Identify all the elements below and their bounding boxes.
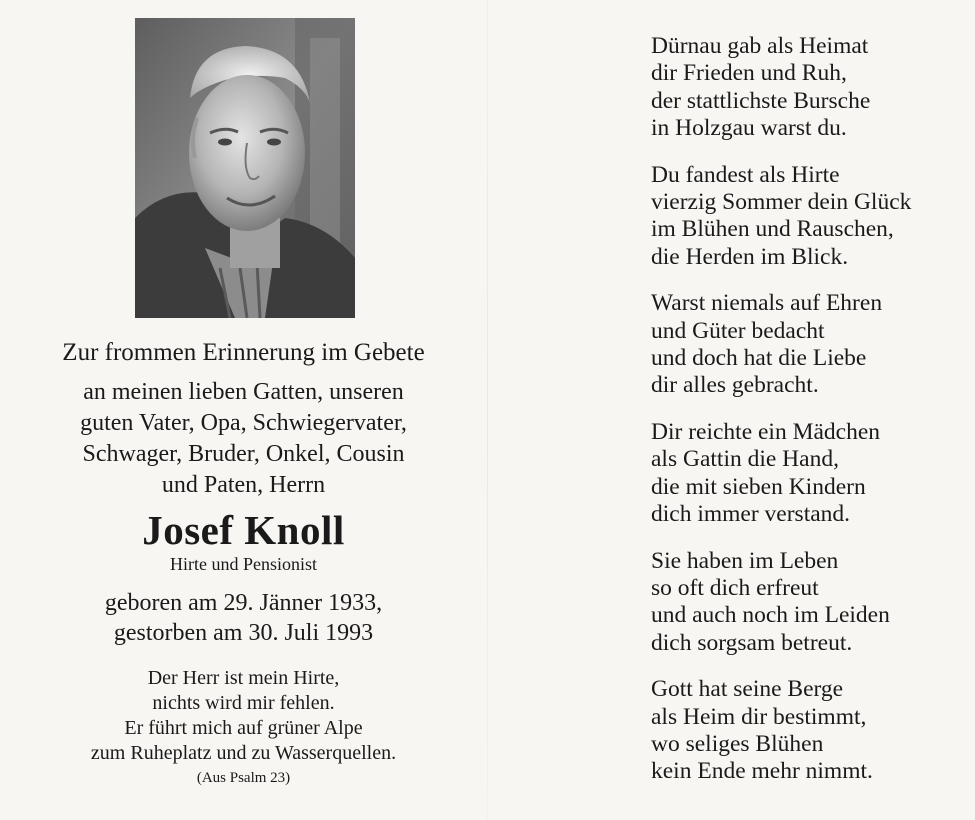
poem-line: dir Frieden und Ruh, — [651, 60, 847, 87]
left-panel — [0, 0, 487, 820]
poem-line: Dürnau gab als Heimat — [651, 33, 869, 59]
psalm-quote — [0, 666, 487, 766]
poem-line: und Güter bedacht — [651, 317, 825, 344]
portrait-photo — [135, 18, 355, 318]
poem-stanza — [651, 162, 971, 272]
dedication — [0, 377, 487, 501]
psalm-line: zum Ruheplatz und zu Wasserquellen. — [90, 742, 397, 764]
poem-line: in Holzgau warst du. — [651, 115, 847, 142]
dedication-line: und Paten, Herrn — [161, 472, 326, 498]
poem-line: kein Ende mehr nimmt. — [651, 758, 873, 785]
poem-line: Gott hat seine Berge — [651, 676, 844, 703]
poem-line: im Blühen und Rauschen, — [651, 216, 894, 243]
poem-line: als Gattin die Hand, — [651, 446, 839, 473]
poem — [651, 33, 971, 805]
poem-line: dir alles gebracht. — [651, 372, 819, 399]
psalm-line: Er führt mich auf grüner Alpe — [124, 717, 363, 739]
poem-stanza — [651, 676, 971, 786]
life-dates — [0, 588, 487, 648]
poem-line: Dir reichte ein Mädchen — [651, 418, 881, 445]
poem-line: Sie haben im Leben — [651, 547, 839, 574]
poem-line: und auch noch im Leiden — [651, 602, 890, 629]
poem-stanza — [651, 548, 971, 658]
birth-date: geboren am 29. Jänner 1933, — [104, 590, 383, 616]
intro-text: Zur frommen Erinnerung im Gebete — [62, 339, 425, 366]
poem-line: die mit sieben Kindern — [651, 473, 866, 500]
portrait-image — [135, 18, 355, 318]
poem-line: wo seliges Blühen — [651, 730, 824, 757]
poem-line: so oft dich erfreut — [651, 574, 819, 601]
death-date: gestorben am 30. Juli 1993 — [113, 620, 374, 646]
poem-stanza — [651, 290, 971, 400]
poem-line: der stattlichste Bursche — [651, 87, 871, 114]
poem-line: Du fandest als Hirte — [651, 161, 840, 188]
poem-stanza — [651, 419, 971, 529]
occupation: Hirte und Pensionist — [170, 554, 317, 574]
poem-line: dich immer verstand. — [651, 501, 851, 528]
dedication-line: Schwager, Bruder, Onkel, Cousin — [82, 441, 405, 467]
poem-stanza — [651, 33, 971, 143]
deceased-name: Josef Knoll — [142, 507, 345, 553]
dedication-line: an meinen lieben Gatten, unseren — [83, 379, 404, 405]
card-fold — [487, 0, 488, 820]
poem-line: dich sorgsam betreut. — [651, 629, 853, 656]
poem-line: als Heim dir bestimmt, — [651, 703, 867, 730]
psalm-line: Der Herr ist mein Hirte, — [147, 667, 340, 689]
poem-line: und doch hat die Liebe — [651, 345, 867, 372]
dedication-line: guten Vater, Opa, Schwiegervater, — [80, 410, 407, 436]
psalm-line: nichts wird mir fehlen. — [152, 692, 335, 714]
psalm-source: (Aus Psalm 23) — [196, 770, 291, 786]
poem-line: die Herden im Blick. — [651, 243, 849, 270]
poem-line: Warst niemals auf Ehren — [651, 290, 883, 317]
intro-line — [0, 338, 487, 368]
poem-line: vierzig Sommer dein Glück — [651, 189, 912, 216]
